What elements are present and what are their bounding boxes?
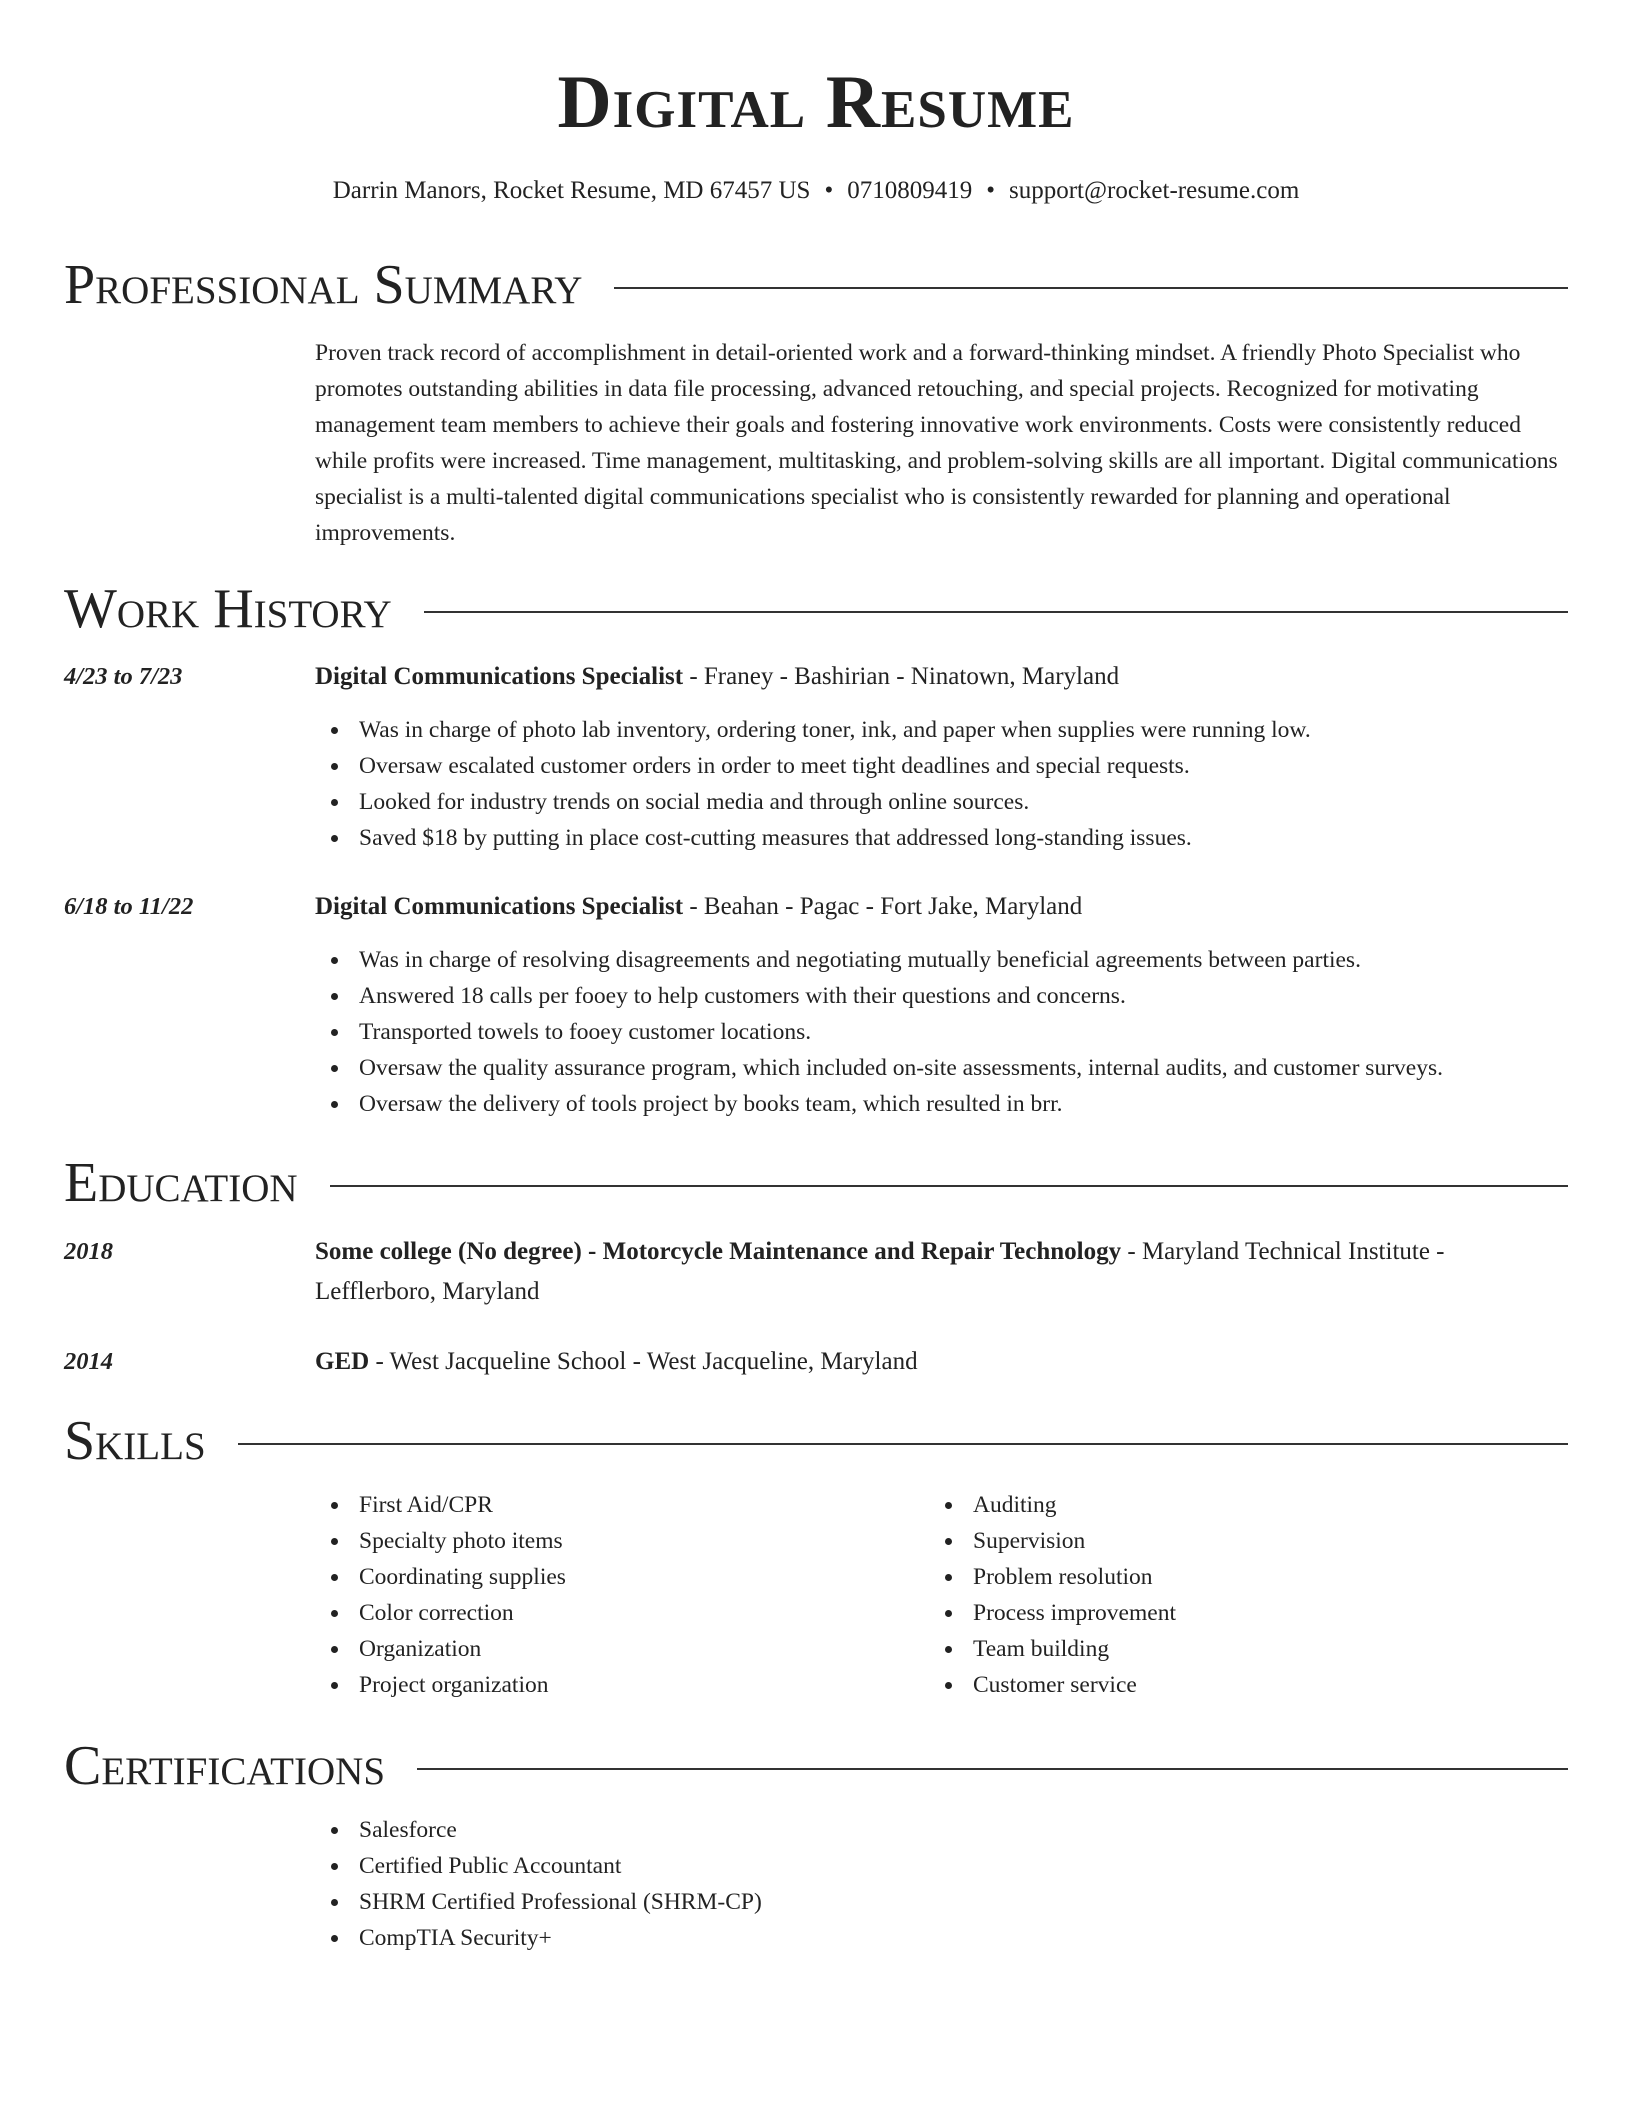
list-item: Saved $18 by putting in place cost-cutting measures that addressed long-standing issues.: [359, 820, 1568, 856]
education-degree: Some college (No degree) - Motorcycle Maintenance and Repair Technology: [315, 1238, 1122, 1265]
job-dates: 6/18 to 11/22: [64, 893, 194, 920]
list-item: Oversaw the quality assurance program, which included on-site assessments, internal audits, and customer surveys.: [359, 1050, 1568, 1086]
list-item: SHRM Certified Professional (SHRM-CP): [359, 1884, 1568, 1920]
job-title: Digital Communications Specialist: [315, 663, 684, 690]
section-heading-certifications: [64, 1735, 1568, 1797]
list-item: Certified Public Accountant: [359, 1848, 1568, 1884]
section-title: Work History: [64, 578, 392, 640]
list-item: Answered 18 calls per fooey to help customers with their questions and concerns.: [359, 978, 1568, 1014]
job-heading: [315, 657, 1568, 697]
job-heading: [315, 887, 1568, 927]
certifications-list: [359, 1812, 1568, 1956]
education-degree: GED: [315, 1348, 370, 1375]
section-title: Skills: [64, 1410, 206, 1472]
section-heading-summary: [64, 254, 1568, 316]
education-heading: [315, 1232, 1568, 1312]
section-heading-education: [64, 1152, 1568, 1214]
skills-list-right: [973, 1487, 1533, 1703]
section-divider: [330, 1185, 1568, 1187]
contact-separator: •: [824, 177, 834, 204]
job-dates: 4/23 to 7/23: [64, 663, 183, 690]
education-year: 2018: [64, 1238, 113, 1265]
section-title: Education: [64, 1152, 298, 1214]
contact-address: Darrin Manors, Rocket Resume, MD 67457 US: [332, 177, 811, 204]
job-details: - Beahan - Pagac - Fort Jake, Maryland: [683, 893, 1083, 920]
list-item: Oversaw the delivery of tools project by books team, which resulted in brr.: [359, 1086, 1568, 1122]
contact-line: [64, 174, 1568, 208]
list-item: Organization: [359, 1631, 919, 1667]
list-item: Project organization: [359, 1667, 919, 1703]
education-details: - West Jacqueline School - West Jacqueline, Maryland: [369, 1348, 918, 1375]
list-item: Was in charge of resolving disagreements and negotiating mutually beneficial agreements between parties.: [359, 942, 1568, 978]
list-item: Oversaw escalated customer orders in order to meet tight deadlines and special requests.: [359, 748, 1568, 784]
section-title: Professional Summary: [64, 254, 583, 316]
list-item: Transported towels to fooey customer locations.: [359, 1014, 1568, 1050]
list-item: Coordinating supplies: [359, 1559, 919, 1595]
section-divider: [238, 1443, 1568, 1445]
list-item: Was in charge of photo lab inventory, ordering toner, ink, and paper when supplies were running low.: [359, 712, 1568, 748]
section-divider: [424, 611, 1568, 613]
job-details: - Franey - Bashirian - Ninatown, Maryland: [683, 663, 1120, 690]
resume-title: Digital Resume: [557, 61, 1075, 144]
list-item: Color correction: [359, 1595, 919, 1631]
education-details: - Maryland Technical Institute - Lefflerboro, Maryland: [315, 1238, 1445, 1305]
list-item: Supervision: [973, 1523, 1533, 1559]
list-item: Looked for industry trends on social media and through online sources.: [359, 784, 1568, 820]
section-title: Certifications: [64, 1735, 386, 1797]
section-heading-work-history: [64, 578, 1568, 640]
section-heading-skills: [64, 1410, 1568, 1472]
list-item: Process improvement: [973, 1595, 1533, 1631]
skills-list-left: [359, 1487, 919, 1703]
list-item: Team building: [973, 1631, 1533, 1667]
summary-text: Proven track record of accomplishment in detail-oriented work and a forward-thinking mindset. A friendly Photo Specialist who promotes outstanding abilities in data file processing, advanced retouching, and special projects. Recognized for motivating management team members to achieve their goals and fostering innovative work environments. Costs were consistently reduced while profits were increased. Time management, multitasking, and problem-solving skills are all important. Digital communications specialist is a multi-talented digital communications specialist who is consistently rewarded for planning and operational improvements.: [315, 340, 1558, 546]
education-heading: [315, 1342, 1568, 1382]
job-bullets: [359, 712, 1568, 856]
section-divider: [614, 287, 1568, 289]
education-year: 2014: [64, 1348, 113, 1375]
list-item: Auditing: [973, 1487, 1533, 1523]
list-item: Problem resolution: [973, 1559, 1533, 1595]
list-item: CompTIA Security+: [359, 1920, 1568, 1956]
job-bullets: [359, 942, 1568, 1122]
list-item: Salesforce: [359, 1812, 1568, 1848]
section-divider: [417, 1768, 1568, 1770]
list-item: First Aid/CPR: [359, 1487, 919, 1523]
contact-email: support@rocket-resume.com: [1008, 177, 1300, 204]
job-title: Digital Communications Specialist: [315, 893, 684, 920]
list-item: Specialty photo items: [359, 1523, 919, 1559]
contact-phone: 0710809419: [847, 177, 973, 204]
list-item: Customer service: [973, 1667, 1533, 1703]
contact-separator: •: [986, 177, 995, 204]
